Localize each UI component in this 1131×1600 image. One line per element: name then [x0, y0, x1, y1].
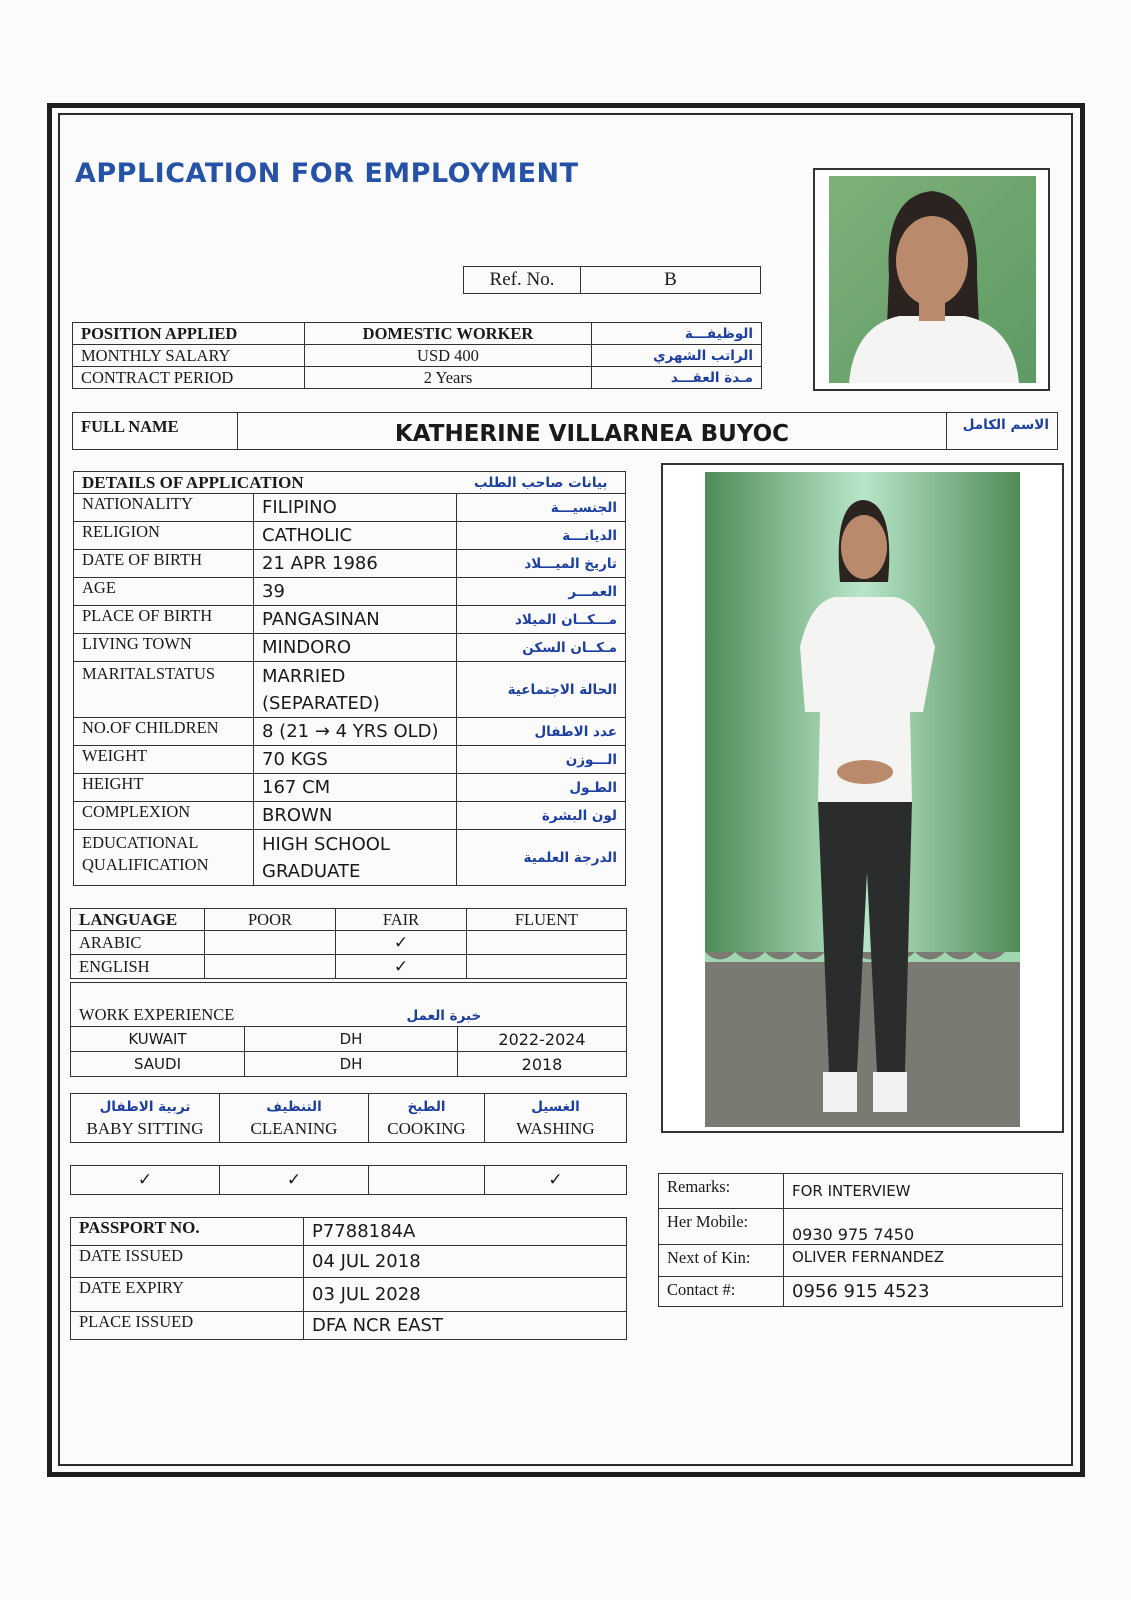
detail-label: AGE — [74, 578, 254, 606]
work-position: DH — [245, 1052, 458, 1077]
detail-ar: تاريخ الميـــلاد — [457, 550, 626, 578]
language-name: ARABIC — [71, 931, 205, 955]
detail-label-multi — [74, 830, 254, 886]
detail-value: BROWN — [254, 802, 457, 830]
work-country: SAUDI — [71, 1052, 245, 1077]
skill-ar: الغسيل — [531, 1099, 580, 1115]
detail-ar: عدد الاطفال — [457, 718, 626, 746]
work-experience-label: WORK EXPERIENCE — [79, 1005, 235, 1024]
detail-label: QUALIFICATION — [82, 855, 209, 874]
remarks-value: OLIVER FERNANDEZ — [784, 1245, 1063, 1277]
detail-ar: مـكــان السكن — [457, 634, 626, 662]
language-header-fluent: FLUENT — [467, 909, 627, 931]
detail-value: 8 (21 → 4 YRS OLD) — [254, 718, 457, 746]
work-experience-ar: خبرة العمل — [406, 1008, 482, 1024]
detail-value: HIGH SCHOOL — [262, 833, 390, 855]
language-poor — [205, 955, 336, 979]
detail-ar: مـــكــان الميلاد — [457, 606, 626, 634]
job-ar-contract: مـدة العقـــد — [592, 367, 762, 389]
detail-value: 21 APR 1986 — [254, 550, 457, 578]
work-experience-header — [71, 983, 627, 1027]
remarks-label: Her Mobile: — [659, 1209, 784, 1245]
detail-label: DATE OF BIRTH — [74, 550, 254, 578]
full-body-photo — [705, 472, 1020, 1127]
skill-label: CLEANING — [250, 1119, 338, 1138]
detail-ar: العمـــر — [457, 578, 626, 606]
detail-ar: الـــوزن — [457, 746, 626, 774]
detail-ar: الحالة الاجتماعية — [457, 662, 626, 718]
work-years: 2018 — [458, 1052, 627, 1077]
portrait-photo-frame — [813, 168, 1050, 391]
remarks-label: Remarks: — [659, 1174, 784, 1209]
passport-label: DATE EXPIRY — [71, 1278, 304, 1312]
detail-ar: الجنسيـــة — [457, 494, 626, 522]
language-fair: ✓ — [336, 955, 467, 979]
passport-value: P7788184A — [304, 1218, 627, 1246]
skill-check — [369, 1166, 485, 1195]
detail-label: WEIGHT — [74, 746, 254, 774]
details-table — [73, 471, 626, 886]
detail-label: NATIONALITY — [74, 494, 254, 522]
passport-label: PLACE ISSUED — [71, 1312, 304, 1340]
ref-table — [463, 266, 761, 294]
passport-label: DATE ISSUED — [71, 1246, 304, 1278]
job-label-position: POSITION APPLIED — [73, 323, 305, 345]
detail-ar: الديانـــة — [457, 522, 626, 550]
details-header-ar: بيانات صاحب الطلب — [457, 472, 626, 494]
full-name-ar: الاسم الكامل — [947, 413, 1058, 450]
skill-cell — [71, 1094, 220, 1143]
job-value-position: DOMESTIC WORKER — [305, 323, 592, 345]
remarks-value: 0956 915 4523 — [784, 1277, 1063, 1307]
job-label-salary: MONTHLY SALARY — [73, 345, 305, 367]
language-header: LANGUAGE — [71, 909, 205, 931]
remarks-table — [658, 1173, 1063, 1307]
language-fluent — [467, 931, 627, 955]
detail-ar: لون البشرة — [457, 802, 626, 830]
detail-label: PLACE OF BIRTH — [74, 606, 254, 634]
detail-label: NO.OF CHILDREN — [74, 718, 254, 746]
skill-check: ✓ — [220, 1166, 369, 1195]
detail-ar: الدرجة العلمية — [457, 830, 626, 886]
detail-label: MARITALSTATUS — [74, 662, 254, 718]
detail-label: LIVING TOWN — [74, 634, 254, 662]
detail-value-multi — [254, 662, 457, 718]
skill-cell — [369, 1094, 485, 1143]
remarks-label: Next of Kin: — [659, 1245, 784, 1277]
work-experience-table — [70, 982, 627, 1077]
passport-value: 04 JUL 2018 — [304, 1246, 627, 1278]
skill-check: ✓ — [71, 1166, 220, 1195]
detail-value: CATHOLIC — [254, 522, 457, 550]
ref-label: Ref. No. — [464, 267, 581, 294]
language-header-poor: POOR — [205, 909, 336, 931]
detail-value: GRADUATE — [262, 860, 361, 882]
job-value-salary: USD 400 — [305, 345, 592, 367]
portrait-photo — [829, 176, 1036, 383]
detail-label: EDUCATIONAL — [82, 833, 199, 852]
job-ar-position: الوظيفـــة — [592, 323, 762, 345]
page-title: APPLICATION FOR EMPLOYMENT — [75, 158, 579, 189]
detail-value: PANGASINAN — [254, 606, 457, 634]
skill-cell — [220, 1094, 369, 1143]
language-header-fair: FAIR — [336, 909, 467, 931]
detail-value: MINDORO — [254, 634, 457, 662]
passport-value: DFA NCR EAST — [304, 1312, 627, 1340]
skills-check-table — [70, 1165, 627, 1195]
skill-cell — [485, 1094, 627, 1143]
language-poor — [205, 931, 336, 955]
detail-value: 167 CM — [254, 774, 457, 802]
language-fair: ✓ — [336, 931, 467, 955]
work-position: DH — [245, 1027, 458, 1052]
job-table — [72, 322, 762, 389]
passport-table — [70, 1217, 627, 1340]
detail-label: HEIGHT — [74, 774, 254, 802]
detail-ar: الطـول — [457, 774, 626, 802]
passport-label: PASSPORT NO. — [71, 1218, 304, 1246]
full-name-label: FULL NAME — [73, 413, 238, 450]
skill-ar: الطبخ — [407, 1099, 446, 1115]
work-country: KUWAIT — [71, 1027, 245, 1052]
skill-label: WASHING — [516, 1119, 595, 1138]
full-name-value: KATHERINE VILLARNEA BUYOC — [238, 413, 947, 450]
detail-value: (SEPARATED) — [262, 692, 380, 714]
skill-label: COOKING — [387, 1119, 466, 1138]
work-years: 2022-2024 — [458, 1027, 627, 1052]
ref-value: B — [581, 267, 761, 294]
job-value-contract: 2 Years — [305, 367, 592, 389]
skill-ar: تربية الاطفال — [99, 1099, 191, 1115]
job-ar-salary: الراتب الشهري — [592, 345, 762, 367]
detail-label: RELIGION — [74, 522, 254, 550]
detail-value: MARRIED — [262, 665, 346, 687]
skill-check: ✓ — [485, 1166, 627, 1195]
detail-value: 39 — [254, 578, 457, 606]
job-label-contract: CONTRACT PERIOD — [73, 367, 305, 389]
detail-value: FILIPINO — [254, 494, 457, 522]
full-body-photo-frame — [661, 463, 1064, 1133]
details-header: DETAILS OF APPLICATION — [74, 472, 457, 494]
language-name: ENGLISH — [71, 955, 205, 979]
remarks-value: FOR INTERVIEW — [784, 1174, 1063, 1209]
language-table — [70, 908, 627, 979]
full-name-table — [72, 412, 1058, 450]
skills-table — [70, 1093, 627, 1143]
skill-label: BABY SITTING — [86, 1119, 204, 1138]
remarks-label: Contact #: — [659, 1277, 784, 1307]
detail-label: COMPLEXION — [74, 802, 254, 830]
passport-value: 03 JUL 2028 — [304, 1278, 627, 1312]
detail-value: 70 KGS — [254, 746, 457, 774]
remarks-value: 0930 975 7450 — [784, 1209, 1063, 1245]
language-fluent — [467, 955, 627, 979]
skill-ar: التنظيف — [266, 1099, 322, 1115]
detail-value-multi — [254, 830, 457, 886]
